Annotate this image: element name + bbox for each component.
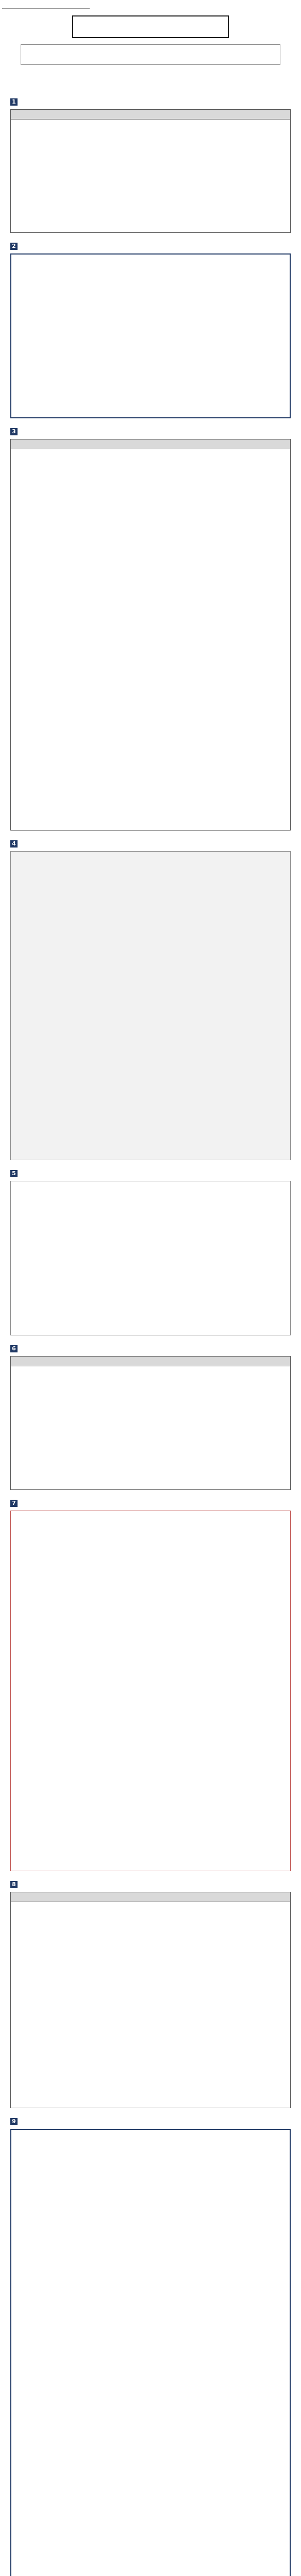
section-2-title [10, 242, 165, 250]
preference-details-box [10, 851, 291, 1160]
section-number: 3 [10, 428, 18, 435]
document-tab-label [2, 1, 90, 9]
section-number: 4 [10, 840, 18, 848]
intro-notice [21, 44, 280, 65]
section-6-title [10, 1345, 165, 1353]
section-number: 7 [10, 1500, 18, 1507]
section-4-title [10, 840, 165, 848]
selection-method-box [10, 1511, 291, 1871]
table-header-row [11, 439, 290, 449]
table-header-row [11, 1892, 290, 1902]
section-number: 6 [10, 1345, 18, 1352]
section-9-title [10, 2117, 165, 2126]
section-number: 1 [10, 98, 18, 106]
section-8-title [10, 1880, 165, 1889]
section-7-title [10, 1499, 165, 1507]
section-1-title [10, 98, 165, 106]
application-documents-box [10, 2129, 291, 2576]
qualification-table [10, 439, 291, 831]
section-number: 8 [10, 1881, 18, 1888]
working-conditions-box [10, 1181, 291, 1335]
duty-description-box [10, 253, 291, 418]
section-number: 2 [10, 243, 18, 250]
issue-date-block [208, 70, 280, 84]
section-5-title [10, 1170, 165, 1178]
table-header-row [11, 110, 290, 120]
schedule-table [10, 1892, 291, 2108]
recruitment-table [10, 109, 291, 233]
section-number: 9 [10, 2118, 18, 2125]
table-header-row [11, 1357, 290, 1366]
section-number: 5 [10, 1170, 18, 1177]
salary-table [10, 1356, 291, 1490]
page-title [72, 15, 229, 38]
section-3-title [10, 428, 165, 436]
